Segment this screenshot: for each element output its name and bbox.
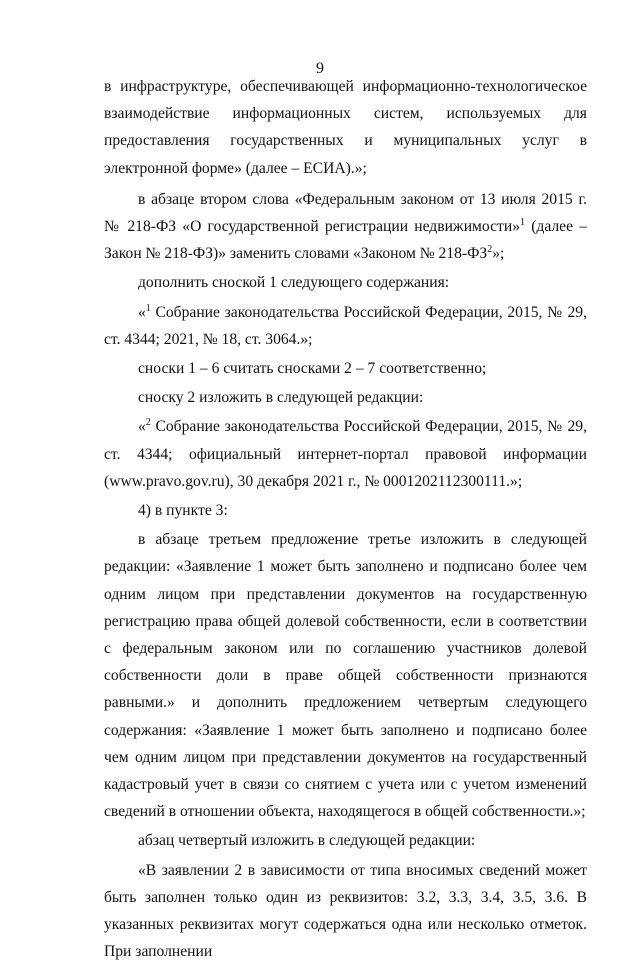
paragraph-1: в инфраструктуре, обеспечивающей информационно-технологическое взаимодействие информационных систем, используемых для предоставления государственных и муниципальных услуг в электронной форме» (далее – ЕСИА).»;	[104, 78, 587, 177]
footnote-mark-2: 2	[145, 417, 151, 429]
paragraph-5: сноски 1 – 6 считать сносками 2 – 7 соответственно;	[138, 360, 487, 378]
paragraph-7-text: Собрание законодательства Российской Федерации, 2015, № 29, ст. 4344; официальный интернет-портал правовой информации (www.pravo.gov.ru), 30 декабря 2021 г., № 0001202112300111.»;	[104, 418, 587, 490]
paragraph-4-open-quote: «	[138, 303, 146, 321]
paragraph-7	[104, 413, 587, 495]
footnote-mark-1: 1	[145, 302, 151, 314]
paragraph-2-text-c: »;	[492, 245, 505, 263]
paragraph-8: 4) в пункте 3:	[138, 502, 228, 520]
document-body	[104, 73, 587, 966]
paragraph-4	[104, 299, 587, 353]
paragraph-9: в абзаце третьем предложение третье изложить в следующей редакции: «Заявление 1 может быть заполнено и подписано более чем одним лицом при представлении документов на государственную регистрацию права общей долевой собственности, если в соответствии с федеральным законом или по соглашению участников долевой собственности доли в праве общей собственности признаются равными.» и дополнить предложением четвертым следующего содержания: «Заявление 1 может быть заполнено и подписано более чем одним лицом при представлении документов на государственный кадастровый учет в связи со снятием с учета или с учетом изменений сведений в отношении объекта, находящегося в общей собственности.»;	[104, 531, 587, 821]
paragraph-2-text-b: (далее – Закон № 218-ФЗ)» заменить словами «Законом № 218-ФЗ	[104, 218, 588, 263]
paragraph-7-open-quote: «	[138, 418, 146, 436]
page-number: 9	[316, 60, 324, 77]
paragraph-4-text: Собрание законодательства Российской Федерации, 2015, № 29, ст. 4344; 2021, № 18, ст. 3064.»;	[104, 303, 587, 348]
paragraph-2	[104, 186, 587, 268]
footnote-ref-1: 1	[520, 216, 525, 228]
paragraph-3: дополнить сноской 1 следующего содержания:	[138, 274, 450, 292]
paragraph-10: абзац четвертый изложить в следующей редакции:	[138, 832, 476, 850]
footnote-ref-2: 2	[487, 244, 493, 256]
paragraph-11: «В заявлении 2 в зависимости от типа вносимых сведений может быть заполнен только один из реквизитов: 3.2, 3.3, 3.4, 3.5, 3.6. В указанных реквизитах могут содержаться одна или несколько отметок. При заполнении	[104, 861, 587, 961]
paragraph-6: сноску 2 изложить в следующей редакции:	[138, 389, 424, 407]
paragraph-2-text-a: в абзаце втором слова «Федеральным законом от 13 июля 2015 г. № 218-ФЗ «О государственной регистрации недвижимости»	[104, 190, 587, 236]
